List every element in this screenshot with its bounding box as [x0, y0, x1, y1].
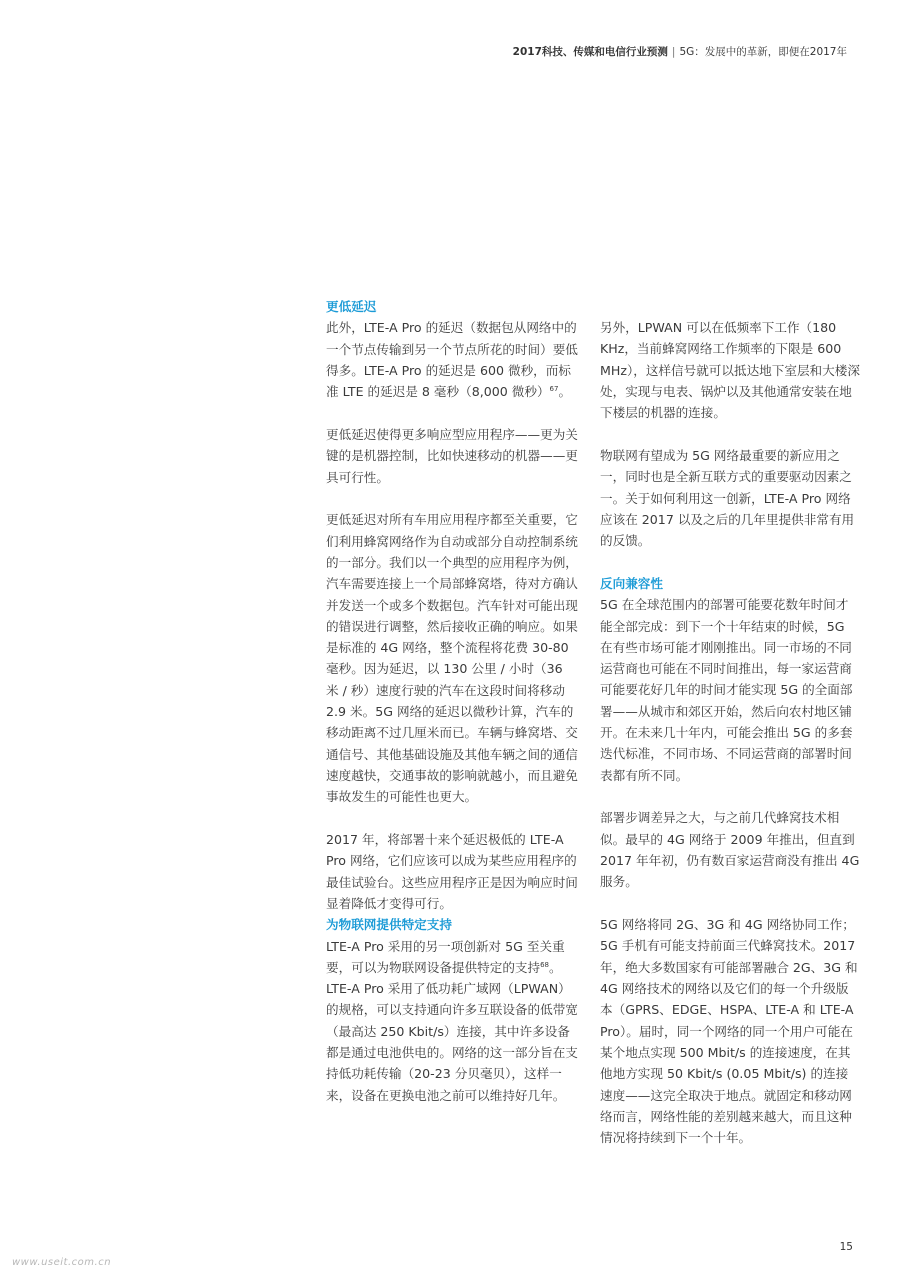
heading-iot-support: 为物联网提供特定支持	[326, 917, 452, 933]
heading-lower-latency: 更低延迟	[326, 299, 377, 314]
paragraph: 5G 网络将同 2G、3G 和 4G 网络协同工作；5G 手机有可能支持前面三代蜂窝技术。2017 年，绝大多数国家有可能部署融合 2G、3G 和 4G 网络技术的网络以及它们的每一个升级版本（GPRS、EDGE、HSPA、LTE-A 和 LTE-A Pro）。届时，同一个网络的同一个用户可能在某个地点实现 500 Mbit/s 的连接速度，在其他地方实现 50 Kbit/s (0.05 Mbit/s) 的连接速度——这完全取决于地点。就固定和移动网络而言，网络性能的差别越来越大，而且这种情况将持续到下一个十年。	[600, 917, 858, 1146]
watermark: www.useit.com.cn	[12, 1257, 112, 1268]
page-number: 15	[839, 1241, 853, 1253]
paragraph-text: 此外，LTE-A Pro 的延迟（数据包从网络中的一个节点传输到另一个节点所花的时间）要低得多。LTE-A Pro 的延迟是 600 微秒，而标准 LTE 的延迟是 8 毫秒（8,000 微秒）	[326, 320, 578, 400]
paragraph: 更低延迟对所有车用应用程序都至关重要，它们利用蜂窝网络作为自动或部分自动控制系统的一部分。我们以一个典型的应用程序为例，汽车需要连接上一个局部蜂窝塔，待对方确认并发送一个或多个数据包。汽车针对可能出现的错误进行调整，然后接收正确的响应。如果是标准的 4G 网络，整个流程将花费 30-80 毫秒。因为延迟，以 130 公里 / 小时（36 米 / 秒）速度行驶的汽车在这段时间将移动 2.9 米。5G 网络的延迟以微秒计算，汽车的移动距离不过几厘米而已。车辆与蜂窝塔、交通信号、其他基础设施及其他车辆之间的通信速度越快，交通事故的影响就越小，而且避免事故发生的可能性也更大。	[326, 512, 578, 805]
paragraph: 部署步调差异之大，与之前几代蜂窝技术相似。最早的 4G 网络于 2009 年推出，但直到 2017 年年初，仍有数百家运营商没有推出 4G 服务。	[600, 810, 860, 890]
footnote-ref: 68	[540, 960, 550, 969]
footnote-ref: 67	[549, 385, 559, 393]
report-title: 2017科技、传媒和电信行业预测	[512, 46, 668, 58]
header-separator: |	[671, 46, 676, 58]
paragraph-text: 。LTE-A Pro 采用了低功耗广域网（LPWAN）的规格，可以支持通向许多互联设备的低带宽（最高达 250 Kbit/s）连接，其中许多设备都是通过电池供电的。网络的这一部分旨在支持低功耗传输（20-23 分贝毫贝），这样一来，设备在更换电池之前可以维持好几年。	[326, 959, 578, 1103]
paragraph: 更低延迟使得更多响应型应用程序——更为关键的是机器控制，比如快速移动的机器——更具可行性。	[326, 426, 578, 485]
right-column	[600, 317, 860, 1148]
paragraph	[326, 317, 578, 402]
paragraph-text: LTE-A Pro 采用的另一项创新对 5G 至关重要，可以为物联网设备提供特定的支持	[326, 938, 565, 975]
paragraph-end: 。	[558, 384, 572, 400]
paragraph: 5G 在全球范围内的部署可能要花数年时间才能全部完成：到下一个十年结束的时候，5G 在有些市场可能才刚刚推出。同一市场的不同运营商也可能在不同时间推出，每一家运营商可能要花好几年的时间才能实现 5G 的全面部署——从城市和郊区开始，然后向农村地区铺开。在未来几十年内，可能会推出 5G 的多套迭代标准，不同市场、不同运营商的部署时间表都有所不同。	[600, 597, 853, 783]
heading-backward-compatibility: 反向兼容性	[600, 575, 663, 591]
left-column	[326, 296, 578, 1106]
paragraph	[326, 936, 578, 1106]
section-title: 5G：发展中的革新，即便在2017年	[679, 46, 847, 58]
paragraph: 另外，LPWAN 可以在低频率下工作（180 KHz，当前蜂窝网络工作频率的下限是 600 MHz），这样信号就可以抵达地下室层和大楼深处，实现与电表、锅炉以及其他通常安装在地下楼层的机器的连接。	[600, 320, 860, 421]
running-header	[513, 44, 847, 59]
paragraph: 物联网有望成为 5G 网络最重要的新应用之一，同时也是全新互联方式的重要驱动因素之一。关于如何利用这一创新，LTE-A Pro 网络应该在 2017 以及之后的几年里提供非常有用的反馈。	[600, 447, 855, 549]
paragraph: 2017 年，将部署十来个延迟极低的 LTE-A Pro 网络，它们应该可以成为某些应用程序的最佳试验台。这些应用程序正是因为响应时间显着降低才变得可行。	[326, 832, 578, 911]
